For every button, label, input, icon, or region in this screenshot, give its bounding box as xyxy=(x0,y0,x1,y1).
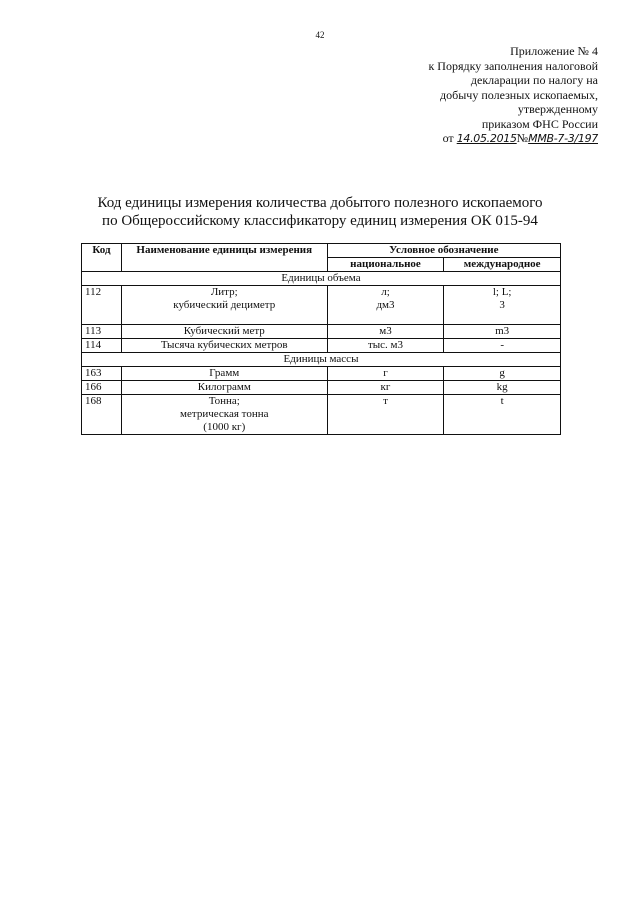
group-row-volume xyxy=(82,272,561,286)
appendix-line: декларации по налогу на xyxy=(470,73,598,87)
units-table xyxy=(81,243,561,435)
table-row xyxy=(82,339,561,353)
cell-national: тыс. м3 xyxy=(327,339,444,353)
table-row xyxy=(82,325,561,339)
appendix-line: приказом ФНС России xyxy=(481,116,598,131)
table-row xyxy=(82,395,561,435)
cell-name: Грамм xyxy=(121,367,327,381)
appendix-header xyxy=(378,44,598,147)
number-sign: № xyxy=(516,131,529,145)
cell-name: Килограмм xyxy=(121,381,327,395)
cell-name: Тонна; метрическая тонна (1000 кг) xyxy=(121,395,327,435)
group-row-mass xyxy=(82,353,561,367)
table-row xyxy=(82,367,561,381)
table-row xyxy=(82,286,561,325)
cell-name: Кубический метр xyxy=(121,325,327,339)
appendix-line: к Порядку заполнения налоговой xyxy=(428,58,598,73)
table-row xyxy=(82,381,561,395)
cell-international: t xyxy=(444,395,561,435)
header-designation: Условное обозначение xyxy=(327,244,560,258)
page-number: 42 xyxy=(315,30,325,40)
title-line-1: Код единицы измерения количества добытого полезного ископаемого xyxy=(97,195,543,211)
header-row xyxy=(82,244,561,258)
header-international: международное xyxy=(444,258,561,272)
header-code: Код xyxy=(82,244,122,272)
cell-international: m3 xyxy=(444,325,561,339)
cell-national: л; дм3 xyxy=(327,286,444,325)
cell-code: 112 xyxy=(82,286,122,325)
header-name: Наименование единицы измерения xyxy=(121,244,327,272)
cell-national: г xyxy=(327,367,444,381)
appendix-line: Приложение № 4 xyxy=(510,44,598,58)
cell-code: 166 xyxy=(82,381,122,395)
cell-name: Литр; кубический дециметр xyxy=(121,286,327,325)
appendix-line: добычу полезных ископаемых, xyxy=(440,87,598,102)
cell-code: 113 xyxy=(82,325,122,339)
header-national: национальное xyxy=(327,258,444,272)
order-date-line xyxy=(378,131,598,147)
appendix-line: утвержденному xyxy=(517,102,598,116)
handwritten-date: 14.05.2015 xyxy=(456,132,517,145)
cell-code: 163 xyxy=(82,367,122,381)
cell-national: т xyxy=(327,395,444,435)
group-title: Единицы объема xyxy=(82,272,561,286)
date-prefix: от xyxy=(442,131,454,145)
cell-national: м3 xyxy=(327,325,444,339)
cell-international: g xyxy=(444,367,561,381)
cell-code: 114 xyxy=(82,339,122,353)
cell-code: 168 xyxy=(82,395,122,435)
title-line-2: по Общероссийскому классификатору единиц измерения ОК 015-94 xyxy=(102,213,538,229)
handwritten-order-number: ММВ-7-3/197 xyxy=(528,132,598,145)
cell-international: l; L; 3 xyxy=(444,286,561,325)
document-title xyxy=(80,194,560,230)
group-title: Единицы массы xyxy=(82,353,561,367)
cell-international: - xyxy=(444,339,561,353)
cell-international: kg xyxy=(444,381,561,395)
cell-national: кг xyxy=(327,381,444,395)
cell-name: Тысяча кубических метров xyxy=(121,339,327,353)
